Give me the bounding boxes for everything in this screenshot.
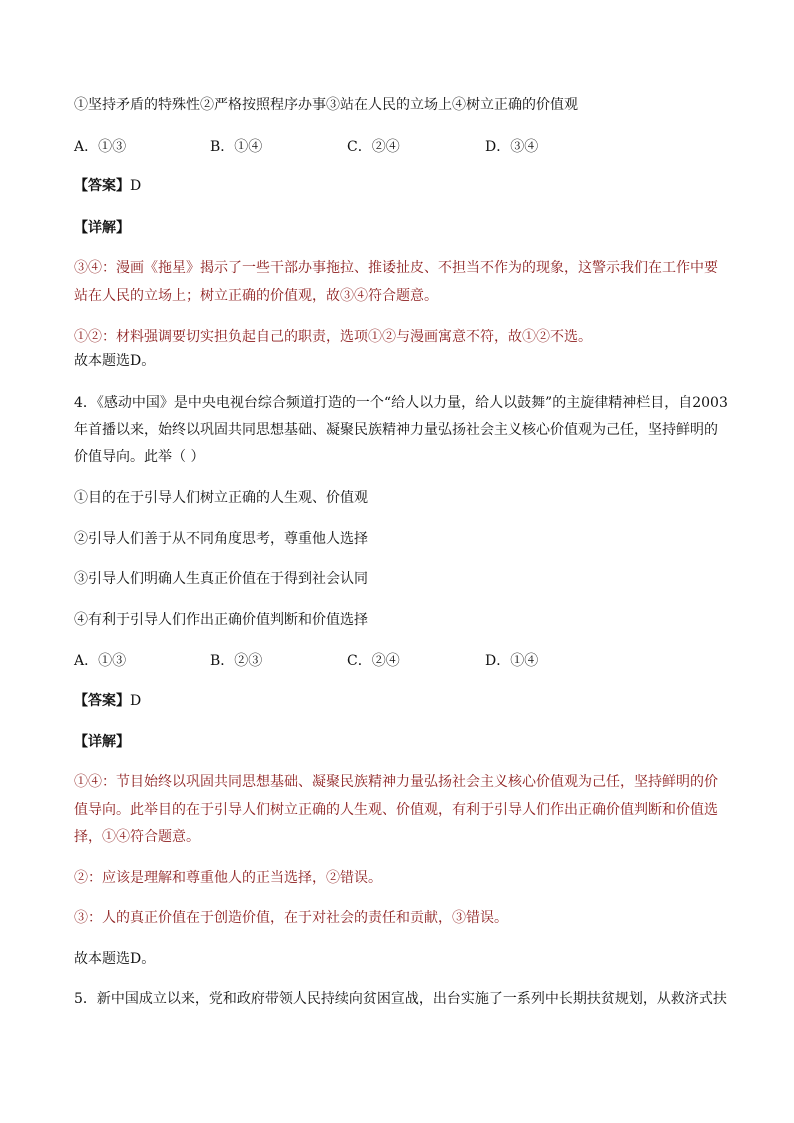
q4-explain1-line1: ①④：节目始终以巩固共同思想基础、凝聚民族精神力量弘扬社会主义核心价值观为己任，坚持鲜明的价	[74, 774, 718, 790]
q3-answer	[74, 176, 141, 196]
q4-stem-line1: 4．《感动中国》是中央电视台综合频道打造的一个“给人以力量，给人以鼓舞”的主旋律精神栏目，自2003	[74, 395, 728, 411]
q3-option-b: B．①④	[210, 139, 263, 155]
q3-detail-label: 【详解】	[74, 220, 130, 236]
answer-value: D	[130, 178, 142, 194]
answer-label: 【答案】	[74, 693, 130, 709]
q4-conclusion: 故本题选D。	[74, 951, 156, 967]
q4-option-a: A．①③	[74, 653, 127, 669]
q5-stem-line1: 5．新中国成立以来，党和政府带领人民持续向贫困宣战，出台实施了一系列中长期扶贫规划，从救济式扶	[74, 991, 727, 1007]
q4-detail-label: 【详解】	[74, 734, 130, 750]
q4-option-d: D．①④	[485, 653, 539, 669]
q4-explain3: ③：人的真正价值在于创造价值，在于对社会的责任和贡献，③错误。	[74, 910, 508, 926]
q4-statement-1: ①目的在于引导人们树立正确的人生观、价值观	[74, 490, 368, 506]
answer-value: D	[130, 693, 142, 709]
q3-explain1-line1: ③④：漫画《拖星》揭示了一些干部办事拖拉、推诿扯皮、不担当不作为的现象，这警示我们在工作中要	[74, 260, 718, 276]
q3-explain2: ①②：材料强调要切实担负起自己的职责，选项①②与漫画寓意不符，故①②不选。	[74, 329, 592, 345]
q4-explain2: ②：应该是理解和尊重他人的正当选择，②错误。	[74, 870, 382, 886]
q4-statement-4: ④有利于引导人们作出正确价值判断和价值选择	[74, 612, 368, 628]
q4-option-c: C．②④	[347, 653, 400, 669]
q4-explain1-line2: 值导向。此举目的在于引导人们树立正确的人生观、价值观，有利于引导人们作出正确价值判断和价值选	[74, 802, 718, 818]
q4-option-b: B．②③	[210, 653, 263, 669]
q3-conclusion: 故本题选D。	[74, 353, 156, 369]
q3-option-a: A．①③	[74, 139, 127, 155]
q4-explain1-line3: 择，①④符合题意。	[74, 829, 200, 845]
q3-option-c: C．②④	[347, 139, 400, 155]
q3-explain1-line2: 站在人民的立场上；树立正确的价值观，故③④符合题意。	[74, 288, 438, 304]
answer-label: 【答案】	[74, 178, 130, 194]
q3-statements: ①坚持矛盾的特殊性②严格按照程序办事③站在人民的立场上④树立正确的价值观	[74, 97, 578, 113]
q4-statement-2: ②引导人们善于从不同角度思考，尊重他人选择	[74, 531, 368, 547]
q3-option-d: D．③④	[485, 139, 539, 155]
q4-stem-line3: 价值导向。此举（ ）	[74, 449, 205, 465]
q4-answer	[74, 691, 141, 711]
q4-statement-3: ③引导人们明确人生真正价值在于得到社会认同	[74, 571, 368, 587]
q4-stem-line2: 年首播以来，始终以巩固共同思想基础、凝聚民族精神力量弘扬社会主义核心价值观为己任，坚持鲜明的	[74, 422, 718, 438]
